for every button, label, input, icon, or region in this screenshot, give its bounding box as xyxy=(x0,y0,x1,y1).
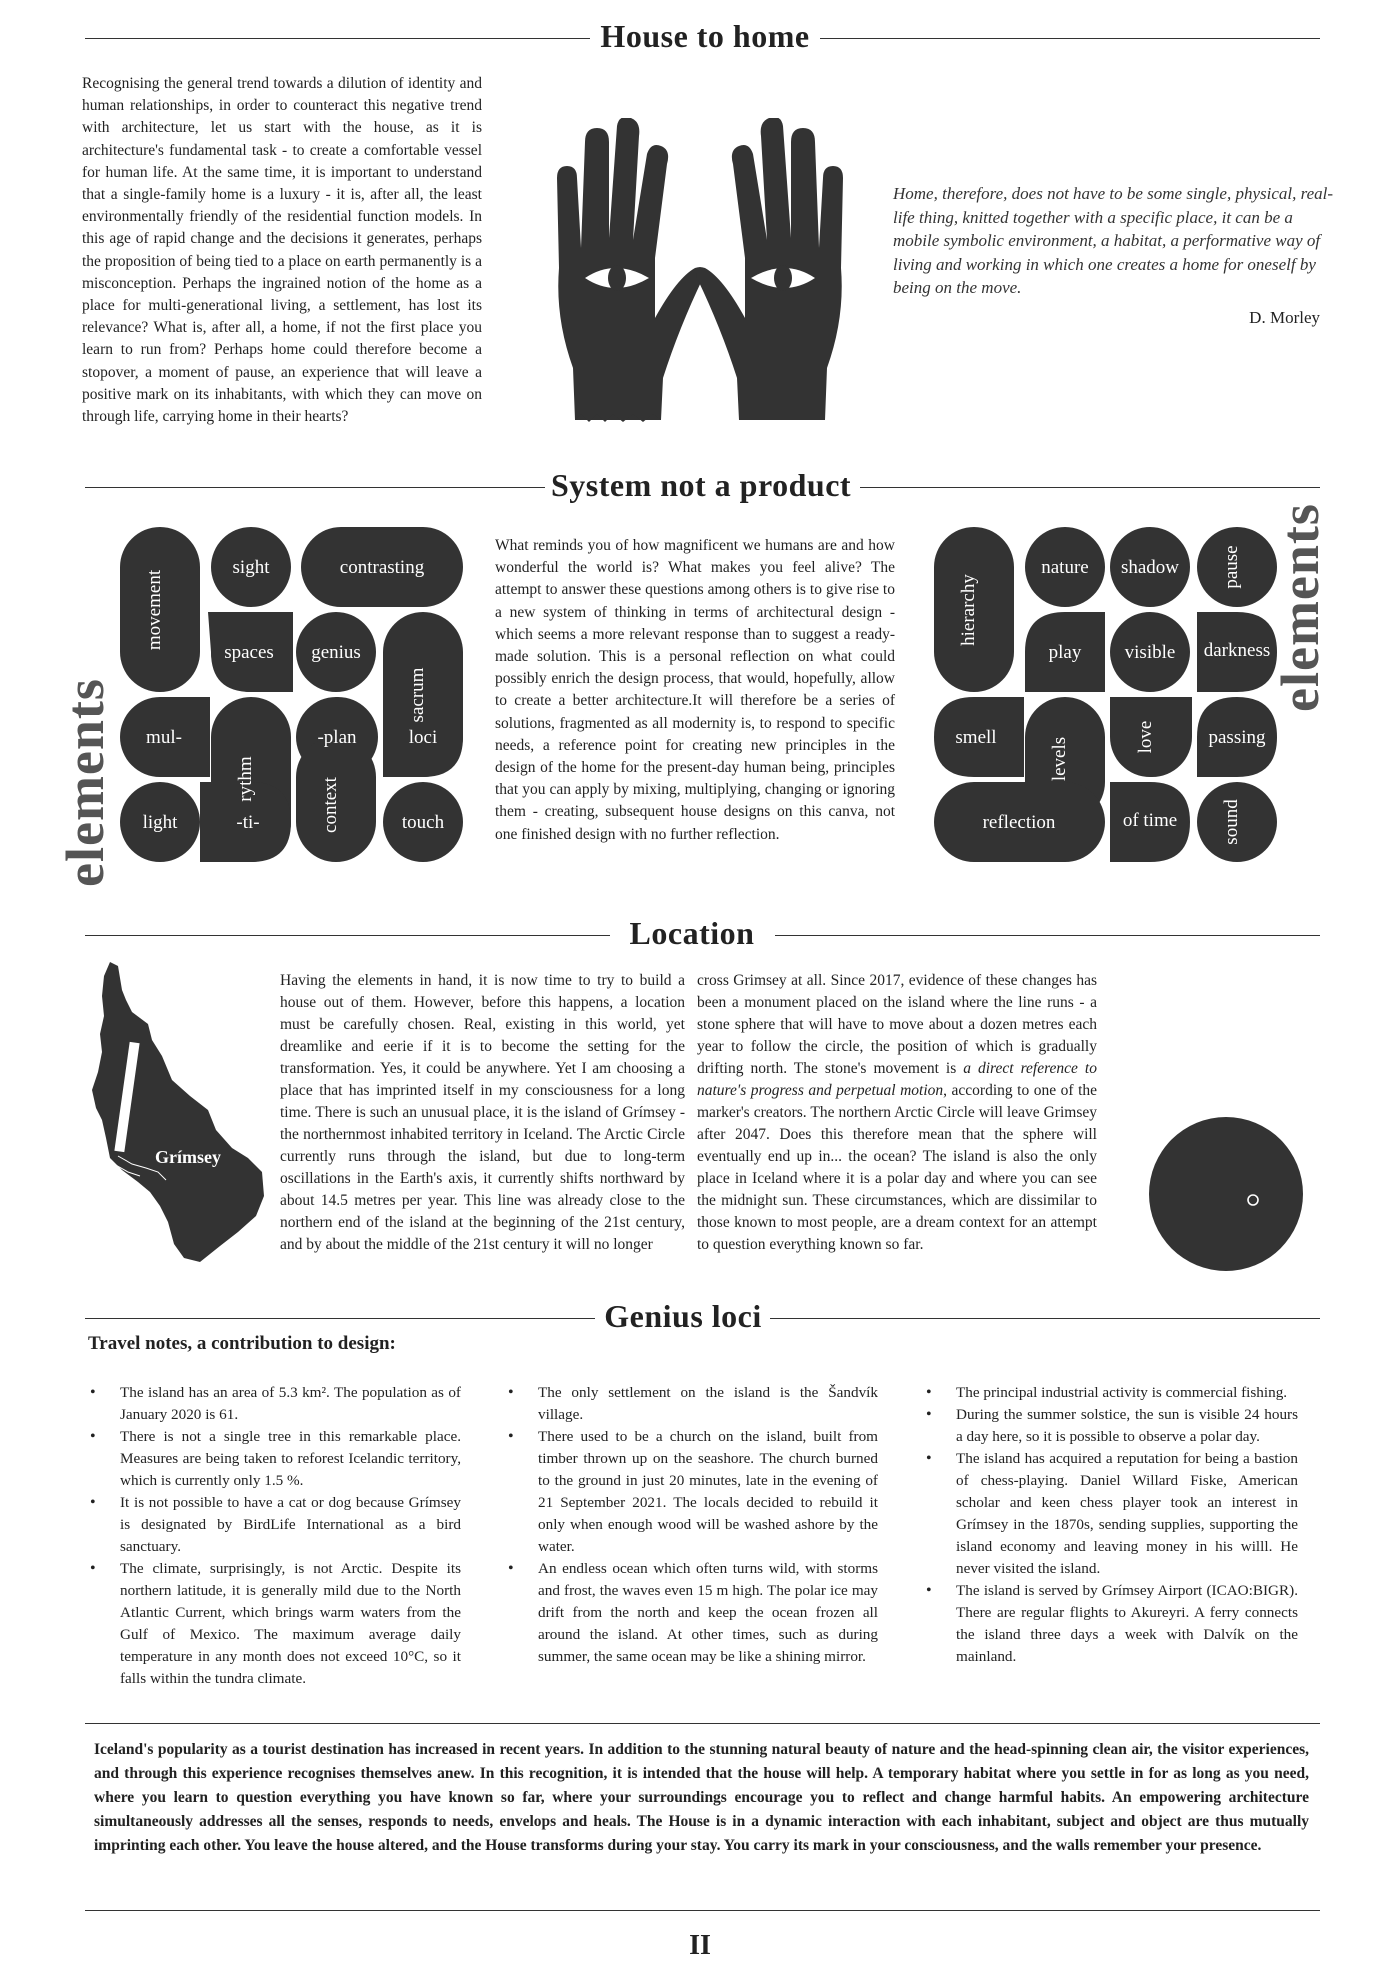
word-reflection: reflection xyxy=(982,812,1056,833)
rule-house-left xyxy=(85,38,590,39)
word-light: light xyxy=(142,812,178,833)
location-col2-part-b: , according to one of the marker's creators. The northern Arctic Circle will leave Grimsey after 2047. Does this therefore mean that the sphere will eventually end up in... the ocean? The island is also the only place in Iceland where it is a polar day and where you can see the midnight sun. These circumstances, which are dissimilar to those known to most people, are a dream context for an attempt to question everything known so far. xyxy=(697,1082,1098,1253)
word-passing: passing xyxy=(1208,727,1266,748)
section-title-location: Location xyxy=(629,915,755,951)
rule-genius-right xyxy=(770,1318,1320,1319)
rule-closing-top xyxy=(85,1723,1320,1724)
location-text-col1: Having the elements in hand, it is now time to try to build a house out of them. However, before this happens, a location must be carefully chosen. Real, existing in this world, yet dreamlike and eerie if it is to become the setting for the transformation. Yes, it could be anywhere. Yet I am choosing a place that has imprinted itself in my consciousness for a long time. There is such an unusual place, it is the island of Grímsey - the northernmost inhabited territory in Iceland. The Arctic Circle currently runs through the island, but due to long-term oscillations in the Earth's axis, it currently shifts northward by about 14.5 metres per year. This line was already close to the northern end of the island at the beginning of the 21st century, and by about the middle of the 21st century it will no longer xyxy=(280,972,685,1253)
grimsey-island-map xyxy=(88,960,268,1270)
rule-closing-bottom xyxy=(85,1910,1320,1911)
bullets-col1 xyxy=(88,1382,461,1690)
word-of-time: of time xyxy=(1122,810,1178,831)
map-label-grimsey: Grímsey xyxy=(155,1147,221,1167)
rule-system-left xyxy=(85,487,545,488)
quote-author: D. Morley xyxy=(1249,308,1320,327)
house-text: Recognising the general trend towards a dilution of identity and human relationships, in order to counteract this negative trend with architecture, let us start with the house, as it is architecture's fundamental task - to create a comfortable vessel for human life. At the same time, it is important to understand that a single-family home is a luxury - it is, after all, the least environmentally friendly of the residential function models. In this age of rapid change and the decisions it generates, perhaps the proposition of being tied to a place on earth permanently is a misconception. Perhaps the ingrained notion of the home as a place for multi-generational living, a settlement, has lost its relevance? What is, after all, a home, if not the first place you learn to run from? Perhaps home could therefore become a stopover, a moment of pause, an experience that will leave a positive mark on its inhabitants, with which they can move on through life, carrying home in their hearts? xyxy=(82,75,482,426)
bullet-item: • The only settlement on the island is the Šandvík village. xyxy=(506,1382,878,1426)
location-text-col2 xyxy=(697,970,1097,1256)
elements-grid-right xyxy=(932,525,1284,870)
bullets-col2 xyxy=(506,1382,878,1668)
word-movement: movement xyxy=(144,569,165,651)
bullets-col3 xyxy=(924,1382,1298,1668)
location-col2-part-a: cross Grimsey at all. Since 2017, evidence of these changes has been a monument placed on the island where the line runs - a stone sphere that will have to move about a dozen metres each year to follow the circle, the position of which is gradually drifting north. The stone's movement is xyxy=(697,972,1097,1077)
rule-house-right xyxy=(820,38,1320,39)
bullet-item: • The principal industrial activity is commercial fishing. xyxy=(924,1382,1298,1404)
word-shadow: shadow xyxy=(1120,557,1180,578)
word-loci: loci xyxy=(408,727,438,748)
word-play: play xyxy=(1048,642,1082,663)
word-genius: genius xyxy=(311,642,361,663)
word-nature: nature xyxy=(1041,557,1089,578)
morley-quote: Home, therefore, does not have to be some single, physical, real-life thing, knitted together with a specific place, it can be a mobile symbolic environment, a habitat, a performative way of living and working in which one creates a home for oneself by being on the move. xyxy=(893,184,1334,297)
word-rythm: rythm xyxy=(235,756,256,802)
elements-grid-left xyxy=(118,525,468,870)
word-spaces: spaces xyxy=(224,642,274,663)
location-col2-italic: a direct reference to nature's progress and perpetual motion xyxy=(697,1060,1097,1099)
bullet-item: • There used to be a church on the island, built from timber thrown up on the seashore. The church burned to the ground in just 20 minutes, late in the evening of 21 September 2021. The locals decided to rebuild it only when enough wood will be washed ashore by the water. xyxy=(506,1426,878,1558)
bullet-item: • The island has an area of 5.3 km². The population as of January 2020 is 61. xyxy=(88,1382,461,1426)
right-hand-icon xyxy=(696,118,843,420)
bullet-item: • The island is served by Grímsey Airport (ICAO:BIGR). There are regular flights to Akureyri. A ferry connects the island three days a week with Dalvík on the mainland. xyxy=(924,1580,1298,1668)
word-sound: sound xyxy=(1221,799,1242,845)
page-number: II xyxy=(689,1930,711,1961)
closing-paragraph: Iceland's popularity as a tourist destination has increased in recent years. In addition to the stunning natural beauty of nature and the head-spinning clean air, the visitor experiences, and through this experience recognises themselves anew. In this recognition, it is intended that the house will help. A temporary habitat where you settle in for as long as you need, where you learn to question everything you have known so far, where your surroundings encourage you to reflect and change harmful habits. An empowering architecture simultaneously addresses all the senses, responds to needs, envelops and heals. The House is in a dynamic interaction with each inhabitant, subject and object are thus mutually imprinting each other. You leave the house altered, and the House transforms during your stay. You carry its mark in your consciousness, and the walls remember your presence. xyxy=(94,1741,1309,1854)
word-sacrum: sacrum xyxy=(407,667,428,723)
word-darkness: darkness xyxy=(1203,640,1271,661)
word-ti: -ti- xyxy=(236,812,260,833)
section-title-genius-loci: Genius loci xyxy=(604,1298,762,1334)
bullet-item: • The climate, surprisingly, is not Arctic. Despite its northern latitude, it is generally mild due to the North Atlantic Current, which brings warm waters from the Gulf of Mexico. The maximum average daily temperature in any month does not exceed 10°C, so it falls within the tundra climate. xyxy=(88,1558,461,1690)
rule-location-right xyxy=(775,935,1320,936)
word-levels: levels xyxy=(1049,736,1070,782)
word-sight: sight xyxy=(232,557,270,578)
section-title-system: System not a product xyxy=(550,467,852,503)
rule-location-left xyxy=(85,935,610,936)
section-title-house-to-home: House to home xyxy=(600,18,810,54)
word-mul: mul- xyxy=(146,727,182,748)
word-contrasting: contrasting xyxy=(339,557,425,578)
elements-word-right: elements xyxy=(1270,503,1330,712)
bullet-item: • During the summer solstice, the sun is visible 24 hours a day here, so it is possible to observe a polar day. xyxy=(924,1404,1298,1448)
stone-sphere-circle xyxy=(1148,1116,1304,1272)
hands-with-eyes-illustration xyxy=(545,118,855,428)
word-hierarchy: hierarchy xyxy=(958,574,979,646)
word-touch: touch xyxy=(401,812,445,833)
word-context: context xyxy=(320,777,341,833)
word-smell: smell xyxy=(955,727,997,748)
elements-word-left: elements xyxy=(55,678,115,887)
word-plan: -plan xyxy=(317,727,357,748)
system-text: What reminds you of how magnificent we humans are and how wonderful the world is? What makes you feel alive? The attempt to answer these questions among others is to give rise to a new system of thinking in terms of architectural design - which seems a more relevant response than to suggest a ready-made solution. This is a personal reflection on what could possibly enrich the design process, that would, hopefully, allow to create a better architecture.It will therefore be a series of solutions, fragmented as all modernity is, to respond to specific needs, a reference point for creating new principles in the design of the home for the present-day human being, principles that you can apply by mixing, multiplying, changing or ignoring them - creating, subsequent house designs on this canva, not one finished design with no further reflection. xyxy=(495,537,895,843)
bullet-item: • It is not possible to have a cat or dog because Grímsey is designated by BirdLife International as a bird sanctuary. xyxy=(88,1492,461,1558)
bullet-item: • There is not a single tree in this remarkable place. Measures are being taken to reforest Icelandic territory, which is currently only 1.5 %. xyxy=(88,1426,461,1492)
bullet-item: • The island has acquired a reputation for being a bastion of chess-playing. Daniel Willard Fiske, American scholar and keen chess player took an interest in Grímsey in the 1870s, sending supplies, supporting the island economy and leaving money in his willl. He never visited the island. xyxy=(924,1448,1298,1580)
rule-system-right xyxy=(860,487,1320,488)
word-pause: pause xyxy=(1221,545,1242,589)
travel-notes-heading: Travel notes, a contribution to design: xyxy=(88,1333,396,1354)
bullet-item: • An endless ocean which often turns wild, with storms and frost, the waves even 15 m high. The polar ice may drift from the north and keep the ocean frozen all around the island. At other times, such as during summer, the same ocean may be like a shining mirror. xyxy=(506,1558,878,1668)
word-visible: visible xyxy=(1124,642,1176,663)
rule-genius-left xyxy=(85,1318,595,1319)
word-love: love xyxy=(1135,720,1156,754)
